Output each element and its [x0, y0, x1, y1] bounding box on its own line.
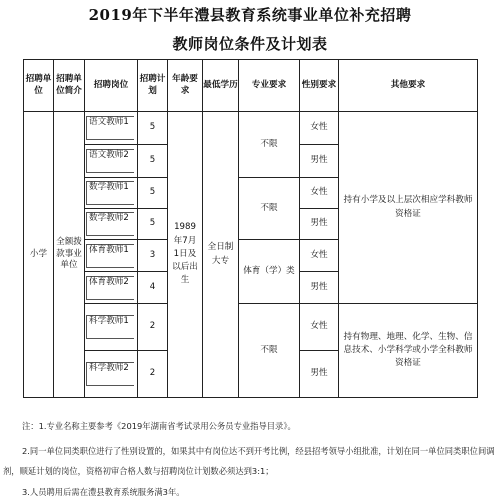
cell-education: 全日制大专: [203, 112, 239, 398]
cell-gender: 女性: [300, 240, 339, 272]
cell-position: 科学教师1: [86, 315, 134, 339]
cell-age: 1989年7月1日及以后出生: [168, 112, 203, 398]
header-other: 其他要求: [339, 60, 478, 112]
header-unit-brief: 招聘单位简介: [54, 60, 85, 112]
header-education: 最低学历: [203, 60, 239, 112]
cell-plan: 4: [138, 272, 168, 304]
cell-position: 体育教师1: [86, 244, 134, 268]
cell-position: 数学教师2: [86, 212, 134, 236]
cell-plan: 3: [138, 240, 168, 272]
cell-gender: 男性: [300, 145, 339, 178]
cell-gender: 女性: [300, 178, 339, 209]
recruitment-plan-table: [23, 59, 478, 398]
cell-gender: 男性: [300, 209, 339, 240]
cell-plan: 2: [138, 304, 168, 351]
cell-major: 不限: [239, 112, 300, 178]
cell-plan: 5: [138, 145, 168, 178]
cell-major: 体育（学）类: [239, 240, 300, 304]
cell-major: 不限: [239, 178, 300, 240]
cell-plan: 5: [138, 112, 168, 145]
note-line: 2.同一单位同类职位进行了性别设置的，如果其中有岗位达不到开考比例，经县招考领导小组批准，计划在同一单位同类职位间调: [22, 446, 495, 456]
cell-other-requirement: 持有小学及以上层次相应学科教师资格证: [339, 112, 478, 304]
note-line: 剂，顺延计划的岗位，资格初审合格人数与招聘岗位计划数必须达到3:1；: [3, 466, 274, 476]
table-row: [24, 112, 478, 145]
document-subtitle: 教师岗位条件及计划表: [172, 35, 328, 53]
table-header-row: [24, 60, 478, 112]
cell-position: 科学教师2: [86, 362, 134, 386]
cell-position: 语文教师2: [86, 149, 134, 173]
cell-gender: 男性: [300, 351, 339, 398]
note-line: 3.人员聘用后需在澧县教育系统服务满3年。: [22, 487, 185, 497]
document-title: 2019年下半年澧县教育系统事业单位补充招聘: [88, 6, 412, 24]
cell-position: 体育教师2: [86, 276, 134, 300]
cell-other-requirement: 持有物理、地理、化学、生物、信息技术、小学科学或小学全科教师资格证: [339, 304, 478, 398]
note-line: 注：1.专业名称主要参考《2019年湖南省考试录用公务员专业指导目录》。: [22, 421, 296, 431]
cell-unit: 小学: [24, 112, 54, 398]
cell-gender: 女性: [300, 304, 339, 351]
cell-plan: 2: [138, 351, 168, 398]
cell-gender: 男性: [300, 272, 339, 304]
cell-position: 数学教师1: [86, 181, 134, 205]
cell-gender: 女性: [300, 112, 339, 145]
cell-unit-brief: 全额拨款事业单位: [54, 112, 85, 398]
table-row: [24, 304, 478, 351]
header-unit: 招聘单位: [24, 60, 54, 112]
header-plan: 招聘计划: [138, 60, 168, 112]
header-gender: 性别要求: [300, 60, 339, 112]
cell-major: 不限: [239, 304, 300, 398]
cell-plan: 5: [138, 178, 168, 209]
cell-plan: 5: [138, 209, 168, 240]
header-major: 专业要求: [239, 60, 300, 112]
header-position: 招聘岗位: [85, 60, 138, 112]
cell-position: 语文教师1: [86, 116, 134, 140]
header-age: 年龄要求: [168, 60, 203, 112]
